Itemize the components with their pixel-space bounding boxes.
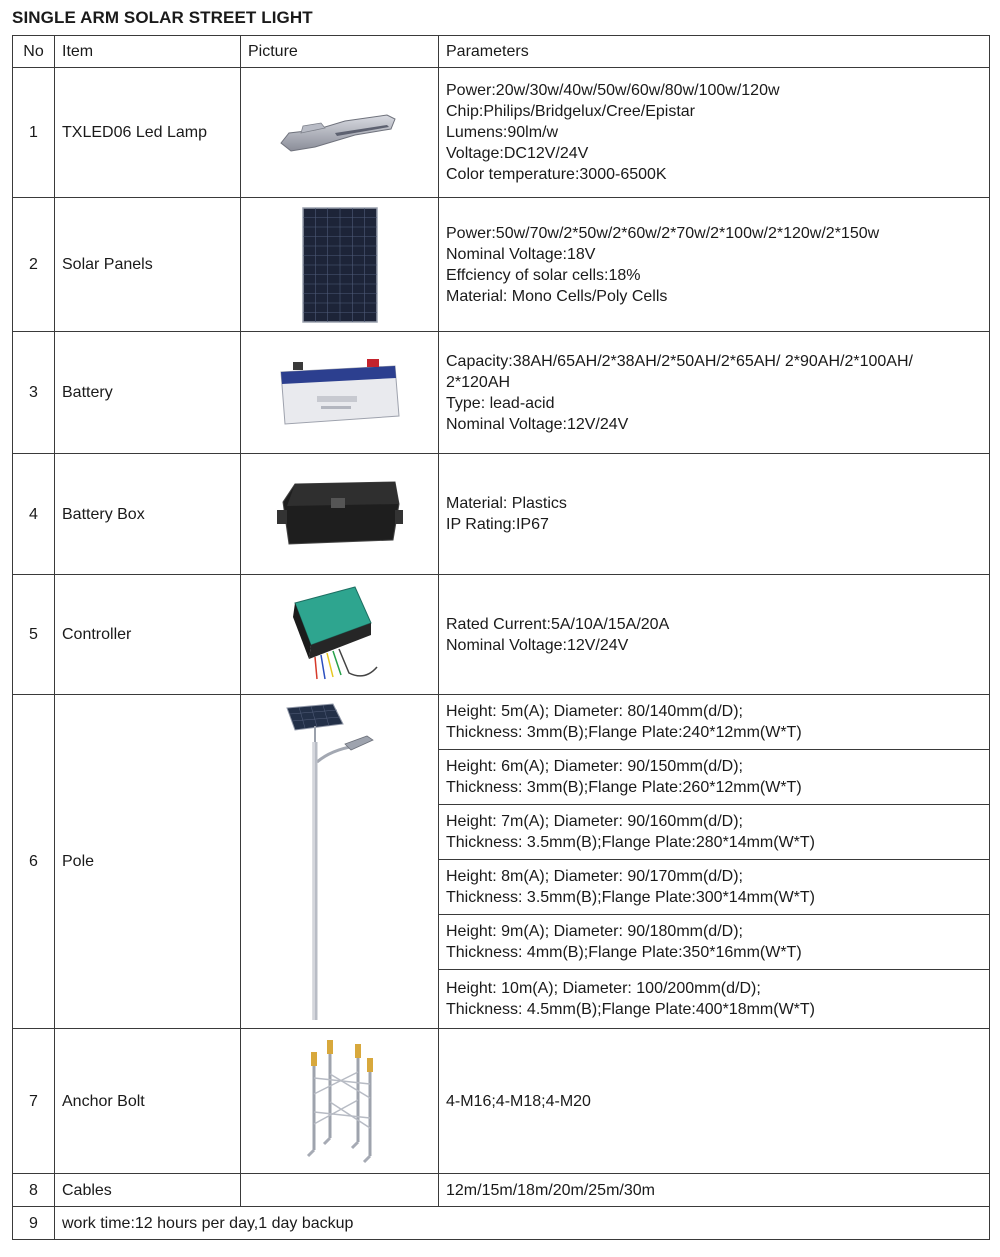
pole-spec-line: Height: 7m(A); Diameter: 90/160mm(d/D); (446, 813, 743, 830)
parameters-cell (439, 575, 990, 695)
work-time-note: work time:12 hours per day,1 day backup (55, 1207, 990, 1240)
solar-panel-picture (241, 198, 439, 332)
pole-spec-cell (439, 805, 990, 860)
table-row (13, 332, 990, 454)
pole-spec-line: Height: 8m(A); Diameter: 90/170mm(d/D); (446, 868, 743, 885)
table-row (13, 68, 990, 198)
pole-spec-line: Height: 9m(A); Diameter: 90/180mm(d/D); (446, 923, 743, 940)
pole-spec-cell (439, 750, 990, 805)
row-number: 4 (13, 454, 55, 575)
param-line: IP Rating:IP67 (446, 516, 549, 533)
led-lamp-picture (241, 68, 439, 198)
item-name: Anchor Bolt (55, 1029, 241, 1174)
table-row (13, 1174, 990, 1207)
param-line: Material: Plastics (446, 495, 567, 512)
cables-picture (241, 1174, 439, 1207)
row-number: 1 (13, 68, 55, 198)
pole-spec-line: Height: 10m(A); Diameter: 100/200mm(d/D); (446, 980, 761, 997)
pole-picture (241, 695, 439, 1029)
row-number: 7 (13, 1029, 55, 1174)
param-line: Voltage:DC12V/24V (446, 145, 589, 162)
pole-spec-line: Thickness: 3.5mm(B);Flange Plate:280*14mm(W*T) (446, 834, 815, 851)
parameters-cell (439, 332, 990, 454)
param-line: Lumens:90lm/w (446, 124, 559, 141)
param-line: Color temperature:3000-6500K (446, 166, 667, 183)
anchor-bolt-picture (241, 1029, 439, 1174)
item-name: Solar Panels (55, 198, 241, 332)
param-line: Capacity:38AH/65AH/2*38AH/2*50AH/2*65AH/ 2*90AH/2*100AH/ (446, 352, 913, 370)
row-number: 8 (13, 1174, 55, 1207)
led-lamp-image (275, 103, 405, 163)
row-number: 5 (13, 575, 55, 695)
table-row (13, 1207, 990, 1240)
spec-table (12, 35, 990, 1240)
param-line: Effciency of solar cells:18% (446, 266, 641, 284)
pole-spec-cell (439, 915, 990, 970)
row-number: 9 (13, 1207, 55, 1240)
controller-picture (241, 575, 439, 695)
pole-spec-line: Thickness: 3mm(B);Flange Plate:240*12mm(W*T) (446, 724, 802, 741)
anchor-bolt-image (300, 1038, 380, 1164)
table-row (13, 1029, 990, 1174)
pole-spec-cell (439, 695, 990, 750)
battery-box-image (275, 474, 405, 554)
item-name: Battery Box (55, 454, 241, 575)
item-name: Pole (55, 695, 241, 1029)
table-row (13, 695, 990, 750)
item-name: Cables (55, 1174, 241, 1207)
pole-spec-line: Height: 5m(A); Diameter: 80/140mm(d/D); (446, 703, 743, 720)
header-parameters: Parameters (439, 36, 990, 68)
parameters-cell (439, 454, 990, 575)
param-line: Nominal Voltage:18V (446, 245, 596, 263)
header-item: Item (55, 36, 241, 68)
pole-spec-cell (439, 970, 990, 1029)
row-number: 3 (13, 332, 55, 454)
header-row (13, 36, 990, 68)
item-name: Battery (55, 332, 241, 454)
pole-spec-line: Height: 6m(A); Diameter: 90/150mm(d/D); (446, 758, 743, 775)
document-title: SINGLE ARM SOLAR STREET LIGHT (12, 8, 313, 27)
header-no: No (13, 36, 55, 68)
param-line: Nominal Voltage:12V/24V (446, 415, 629, 433)
pole-spec-line: Thickness: 4.5mm(B);Flange Plate:400*18mm(W*T) (446, 1001, 815, 1018)
battery-picture (241, 332, 439, 454)
parameters-cell (439, 68, 990, 198)
pole-spec-line: Thickness: 3.5mm(B);Flange Plate:300*14mm(W*T) (446, 889, 815, 906)
battery-box-picture (241, 454, 439, 575)
battery-image (277, 356, 403, 430)
param-line: Chip:Philips/Bridgelux/Cree/Epistar (446, 103, 695, 120)
item-name: TXLED06 Led Lamp (55, 68, 241, 198)
table-row (13, 454, 990, 575)
param-line: Rated Current:5A/10A/15A/20A (446, 615, 670, 633)
solar-panel-image (302, 207, 378, 323)
param-line: Nominal Voltage:12V/24V (446, 636, 629, 654)
param-line: 12m/15m/18m/20m/25m/30m (446, 1181, 655, 1199)
param-line: Material: Mono Cells/Poly Cells (446, 287, 668, 305)
parameters-cell (439, 198, 990, 332)
pole-image (285, 702, 395, 1022)
param-line: 2*120AH (446, 373, 511, 391)
parameters-cell (439, 1174, 990, 1207)
row-number: 6 (13, 695, 55, 1029)
parameters-cell (439, 1029, 990, 1174)
pole-spec-cell (439, 860, 990, 915)
param-line: Type: lead-acid (446, 394, 555, 412)
controller-image (285, 583, 395, 687)
row-number: 2 (13, 198, 55, 332)
param-line: 4-M16;4-M18;4-M20 (446, 1092, 591, 1110)
item-name: Controller (55, 575, 241, 695)
table-row (13, 198, 990, 332)
param-line: Power:50w/70w/2*50w/2*60w/2*70w/2*100w/2*120w/2*150w (446, 224, 880, 242)
pole-spec-line: Thickness: 3mm(B);Flange Plate:260*12mm(W*T) (446, 779, 802, 796)
pole-spec-line: Thickness: 4mm(B);Flange Plate:350*16mm(W*T) (446, 944, 802, 961)
param-line: Power:20w/30w/40w/50w/60w/80w/100w/120w (446, 82, 780, 99)
header-picture: Picture (241, 36, 439, 68)
table-row (13, 575, 990, 695)
